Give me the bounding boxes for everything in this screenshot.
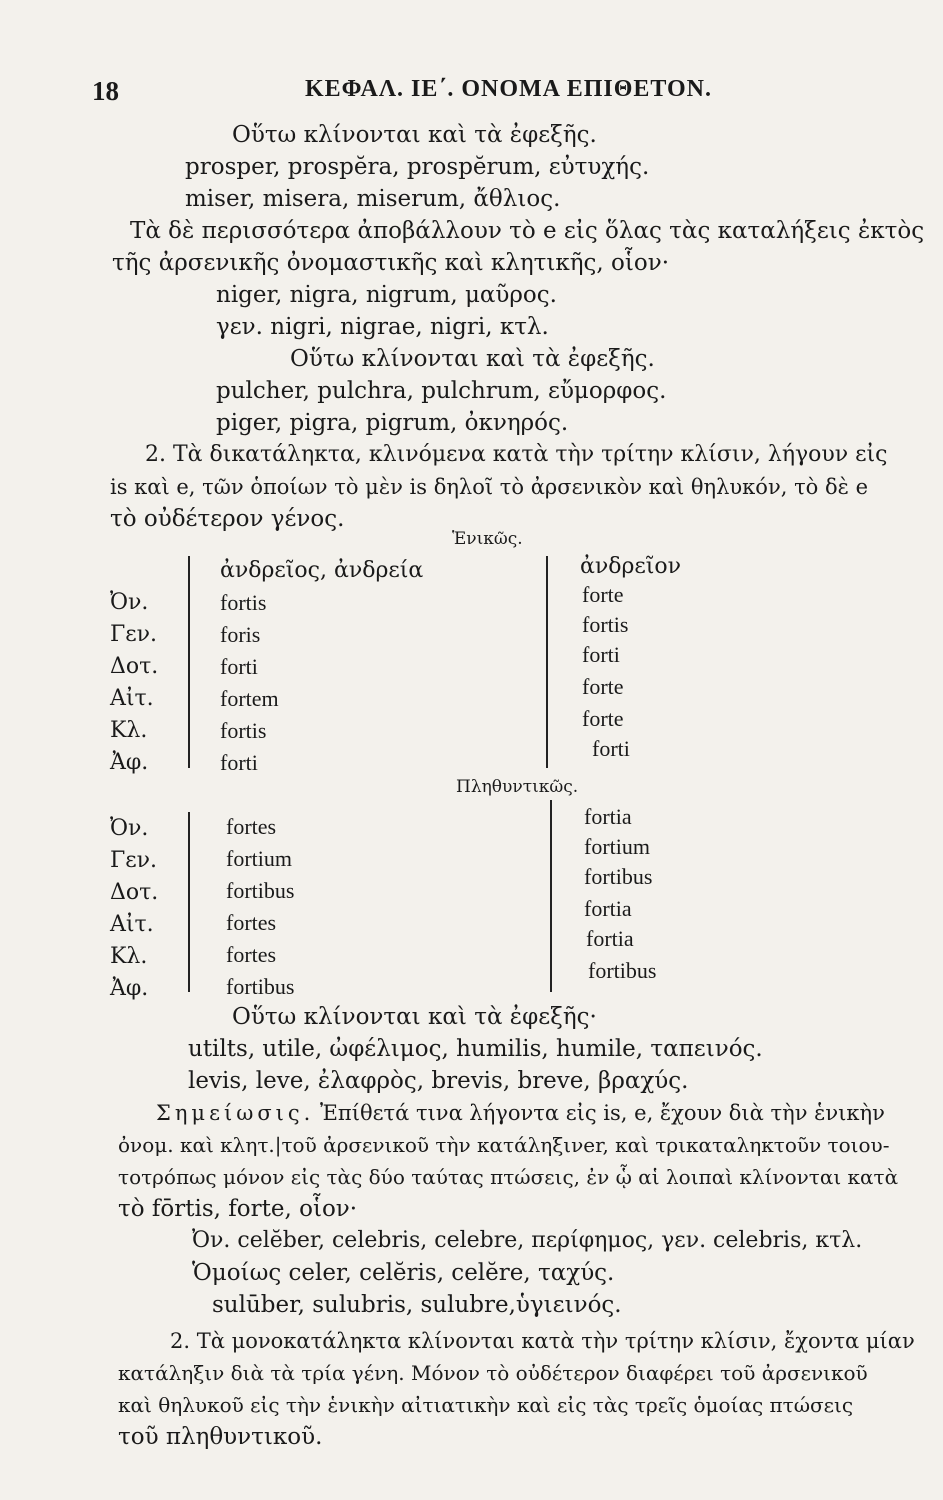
case-label: Ὀν. <box>110 590 149 615</box>
page-number: 18 <box>92 76 119 106</box>
case-label: Αἰτ. <box>110 686 154 711</box>
plural-n-form: fortia <box>584 896 632 921</box>
intro-line: niger, nigra, nigrum, μαῦρος. <box>216 282 557 308</box>
case-label: Κλ. <box>110 944 148 969</box>
plural-mf-form: fortibus <box>226 974 295 999</box>
plural-mf-form: fortes <box>226 910 277 935</box>
intro-line: pulcher, pulchra, pulchrum, εὔμορφος. <box>216 378 667 404</box>
after-line: Οὕτω κλίνονται καὶ τὰ ἐφεξῆς· <box>232 1004 597 1030</box>
singular-n-form: fortis <box>582 612 629 637</box>
case-label: Γεν. <box>110 622 158 647</box>
case-label: Δοτ. <box>110 654 159 679</box>
table-rule <box>546 556 548 768</box>
singular-mf-form: foris <box>220 622 261 647</box>
plural-mf-form: fortes <box>226 814 277 839</box>
masc-fem-header: ἀνδρεῖος, ἀνδρεία <box>220 558 424 583</box>
chapter-title: ΚΕΦΑΛ. ΙΕ΄. ΟΝΟΜΑ ΕΠΙΘΕΤΟΝ. <box>305 76 712 102</box>
case-label: Ὀν. <box>110 816 149 841</box>
singular-mf-form: forti <box>220 654 258 679</box>
singular-label: Ἑνικῶς. <box>452 529 523 549</box>
table-rule <box>188 556 190 768</box>
table-rule <box>550 800 552 992</box>
plural-mf-form: fortibus <box>226 878 295 903</box>
case-label: Δοτ. <box>110 880 159 905</box>
note-line: τοτρόπως μόνον εἰς τὰς δύο ταύτας πτώσεις, ἐν ᾧ αἱ λοιπαὶ κλίνονται κατὰ <box>118 1165 899 1189</box>
note-line: sulūber, sulubris, sulubre,ὑγιεινός. <box>212 1292 622 1318</box>
singular-mf-form: fortis <box>220 590 267 615</box>
case-label: Ἀφ. <box>110 750 149 775</box>
intro-line: 2. Τὰ δικατάληκτα, κλινόμενα κατὰ τὴν τρίτην κλίσιν, λήγουν εἰς <box>145 442 888 467</box>
note-line: Ἐπίθετά τινα λήγοντα εἰς is, e, ἔχουν διὰ τὴν ἑνικὴν <box>320 1101 885 1125</box>
intro-line: is καὶ e, τῶν ὁποίων τὸ μὲν is δηλοῖ τὸ ἀρσενικὸν καὶ θηλυκόν, τὸ δὲ e <box>110 475 869 499</box>
case-label: Γεν. <box>110 848 158 873</box>
note-label: Σημείωσις. <box>156 1101 315 1125</box>
intro-line: τῆς ἀρσενικῆς ὀνομαστικῆς καὶ κλητικῆς, οἷον· <box>112 250 670 276</box>
singular-mf-form: forti <box>220 750 258 775</box>
singular-n-form: forte <box>582 674 624 699</box>
intro-line: τὸ οὐδέτερον γένος. <box>110 506 345 532</box>
note-line: τὸ fōrtis, forte, οἷον· <box>118 1196 358 1222</box>
plural-mf-form: fortium <box>226 846 292 871</box>
singular-mf-form: fortem <box>220 686 279 711</box>
final-line: κατάληξιν διὰ τὰ τρία γένη. Μόνον τὸ οὐδέτερον διαφέρει τοῦ ἀρσενικοῦ <box>118 1361 868 1385</box>
table-rule <box>188 812 190 992</box>
case-label: Κλ. <box>110 718 148 743</box>
intro-line: piger, pigra, pigrum, ὀκνηρός. <box>216 410 569 436</box>
note-line: ὀνομ. καὶ κλητ.|τοῦ ἀρσενικοῦ τὴν κατάληξινer, καὶ τρικαταληκτοῦν τοιου- <box>118 1133 890 1157</box>
plural-n-form: fortia <box>586 926 634 951</box>
neuter-header: ἀνδρεῖον <box>580 554 682 579</box>
singular-mf-form: fortis <box>220 718 267 743</box>
intro-line: γεν. nigri, nigrae, nigri, κτλ. <box>216 314 549 340</box>
case-label: Αἰτ. <box>110 912 154 937</box>
final-line: 2. Τὰ μονοκατάληκτα κλίνονται κατὰ τὴν τρίτην κλίσιν, ἔχοντα μίαν <box>170 1329 915 1353</box>
plural-n-form: fortia <box>584 804 632 829</box>
singular-n-form: forti <box>592 736 630 761</box>
singular-n-form: forti <box>582 642 620 667</box>
intro-line: prosper, prospĕra, prospĕrum, εὐτυχής. <box>185 154 650 180</box>
intro-line: Οὕτω κλίνονται καὶ τὰ ἐφεξῆς. <box>232 122 597 148</box>
after-line: levis, leve, ἐλαφρὸς, brevis, breve, βραχύς. <box>188 1068 689 1094</box>
final-line: καὶ θηλυκοῦ εἰς τὴν ἑνικὴν αἰτιατικὴν καὶ εἰς τὰς τρεῖς ὁμοίας πτώσεις <box>118 1393 854 1417</box>
plural-label: Πληθυντικῶς. <box>456 777 579 797</box>
plural-n-form: fortibus <box>584 864 653 889</box>
intro-line: Τὰ δὲ περισσότερα ἀποβάλλουν τὸ e εἰς ὅλας τὰς καταλήξεις ἐκτὸς <box>130 218 925 244</box>
singular-n-form: forte <box>582 582 624 607</box>
intro-line: Οὕτω κλίνονται καὶ τὰ ἐφεξῆς. <box>290 346 655 372</box>
note-line: Ὁμοίως celer, celĕris, celĕre, ταχύς. <box>192 1260 615 1286</box>
intro-line: miser, misera, miserum, ἄθλιος. <box>185 186 561 212</box>
plural-mf-form: fortes <box>226 942 277 967</box>
plural-n-form: fortibus <box>588 958 657 983</box>
case-label: Ἀφ. <box>110 976 149 1001</box>
note-line: Ὀν. celĕber, celebris, celebre, περίφημος, γεν. celebris, κτλ. <box>192 1228 863 1253</box>
final-line: τοῦ πληθυντικοῦ. <box>118 1424 323 1450</box>
after-line: utilts, utile, ὠφέλιμος, humilis, humile, ταπεινός. <box>188 1036 763 1062</box>
plural-n-form: fortium <box>584 834 650 859</box>
singular-n-form: forte <box>582 706 624 731</box>
